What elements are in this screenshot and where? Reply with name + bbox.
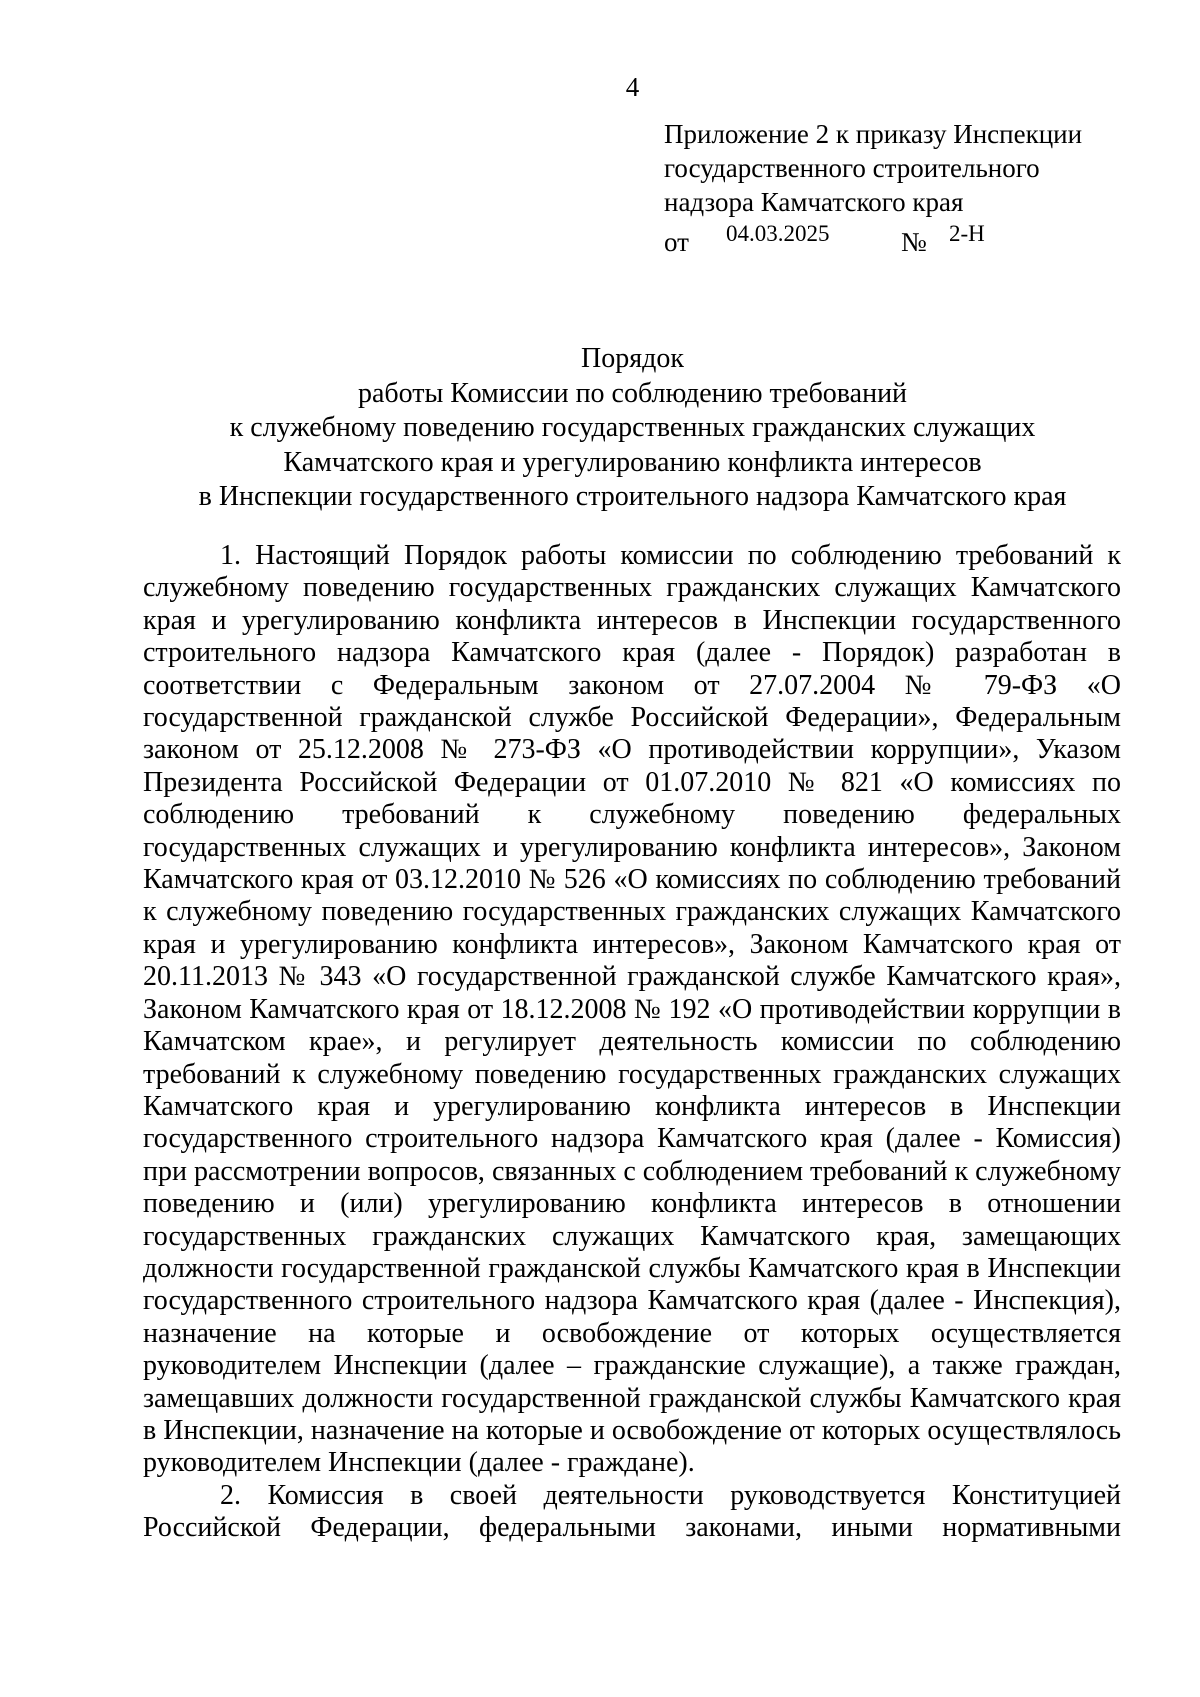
title-line-3: к служебному поведению государственных гражданских служащих — [229, 412, 1036, 443]
document-body — [143, 540, 1121, 1545]
appendix-line-1: Приложение 2 к приказу Инспекции — [664, 119, 1083, 149]
order-number: 2-Н — [949, 221, 985, 246]
order-date: 04.03.2025 — [726, 221, 830, 246]
paragraph-1: 1. Настоящий Порядок работы комиссии по соблюдению требований к служебному поведению государственных гражданских служащих Камчатского края и урегулированию конфликта интересов в Инспекции государственного строительного надзора Камчатского края (далее - Порядок) разработан в соответствии с Федеральным законом от 27.07.2004 № 79-ФЗ «О государственной гражданской службе Российской Федерации», Федеральным законом от 25.12.2008 № 273-ФЗ «О противодействии коррупции», Указом Президента Российской Федерации от 01.07.2010 № 821 «О комиссиях по соблюдению требований к служебному поведению федеральных государственных служащих и урегулированию конфликта интересов», Законом Камчатского края от 03.12.2010 № 526 «О комиссиях по соблюдению требований к служебному поведению государственных гражданских служащих Камчатского края и урегулированию конфликта интересов», Законом Камчатского края от 20.11.2013 № 343 «О государственной гражданской службе Камчатского края», Законом Камчатского края от 18.12.2008 № 192 «О противодействии коррупции в Камчатском крае», и регулирует деятельность комиссии по соблюдению требований к служебному поведению государственных гражданских служащих Камчатского края и урегулированию конфликта интересов в Инспекции государственного строительного надзора Камчатского края (далее - Комиссия) при рассмотрении вопросов, связанных с соблюдением требований к служебному поведению и (или) урегулированию конфликта интересов в отношении государственных гражданских служащих Камчатского края, замещающих должности государственной гражданской службы Камчатского края в Инспекции государственного строительного надзора Камчатского края (далее - Инспекция), назначение на которые и освобождение от которых осуществляется руководителем Инспекции (далее – гражданские служащие), а также граждан, замещавших должности государственной гражданской службы Камчатского края в Инспекции, назначение на которые и освобождение от которых осуществлялось руководителем Инспекции (далее - граждане). — [143, 540, 1121, 1479]
title-line-5: в Инспекции государственного строительного надзора Камчатского края — [198, 481, 1067, 512]
page-number: 4 — [625, 72, 640, 102]
appendix-header — [664, 117, 1082, 255]
order-reference — [664, 219, 1082, 255]
document-title — [140, 342, 1125, 515]
title-line-4: Камчатского края и урегулированию конфликта интересов — [283, 446, 982, 478]
number-sign: № — [901, 227, 927, 257]
paragraph-2: 2. Комиссия в своей деятельности руководствуется Конституцией Российской Федерации, федеральными законами, иными нормативными — [143, 1479, 1121, 1544]
from-label: от — [664, 227, 689, 257]
appendix-line-2: государственного строительного — [664, 153, 1040, 183]
appendix-line-3: надзора Камчатского края — [664, 187, 964, 217]
title-line-1: Порядок — [581, 343, 684, 374]
title-line-2: работы Комиссии по соблюдению требований — [357, 377, 908, 409]
